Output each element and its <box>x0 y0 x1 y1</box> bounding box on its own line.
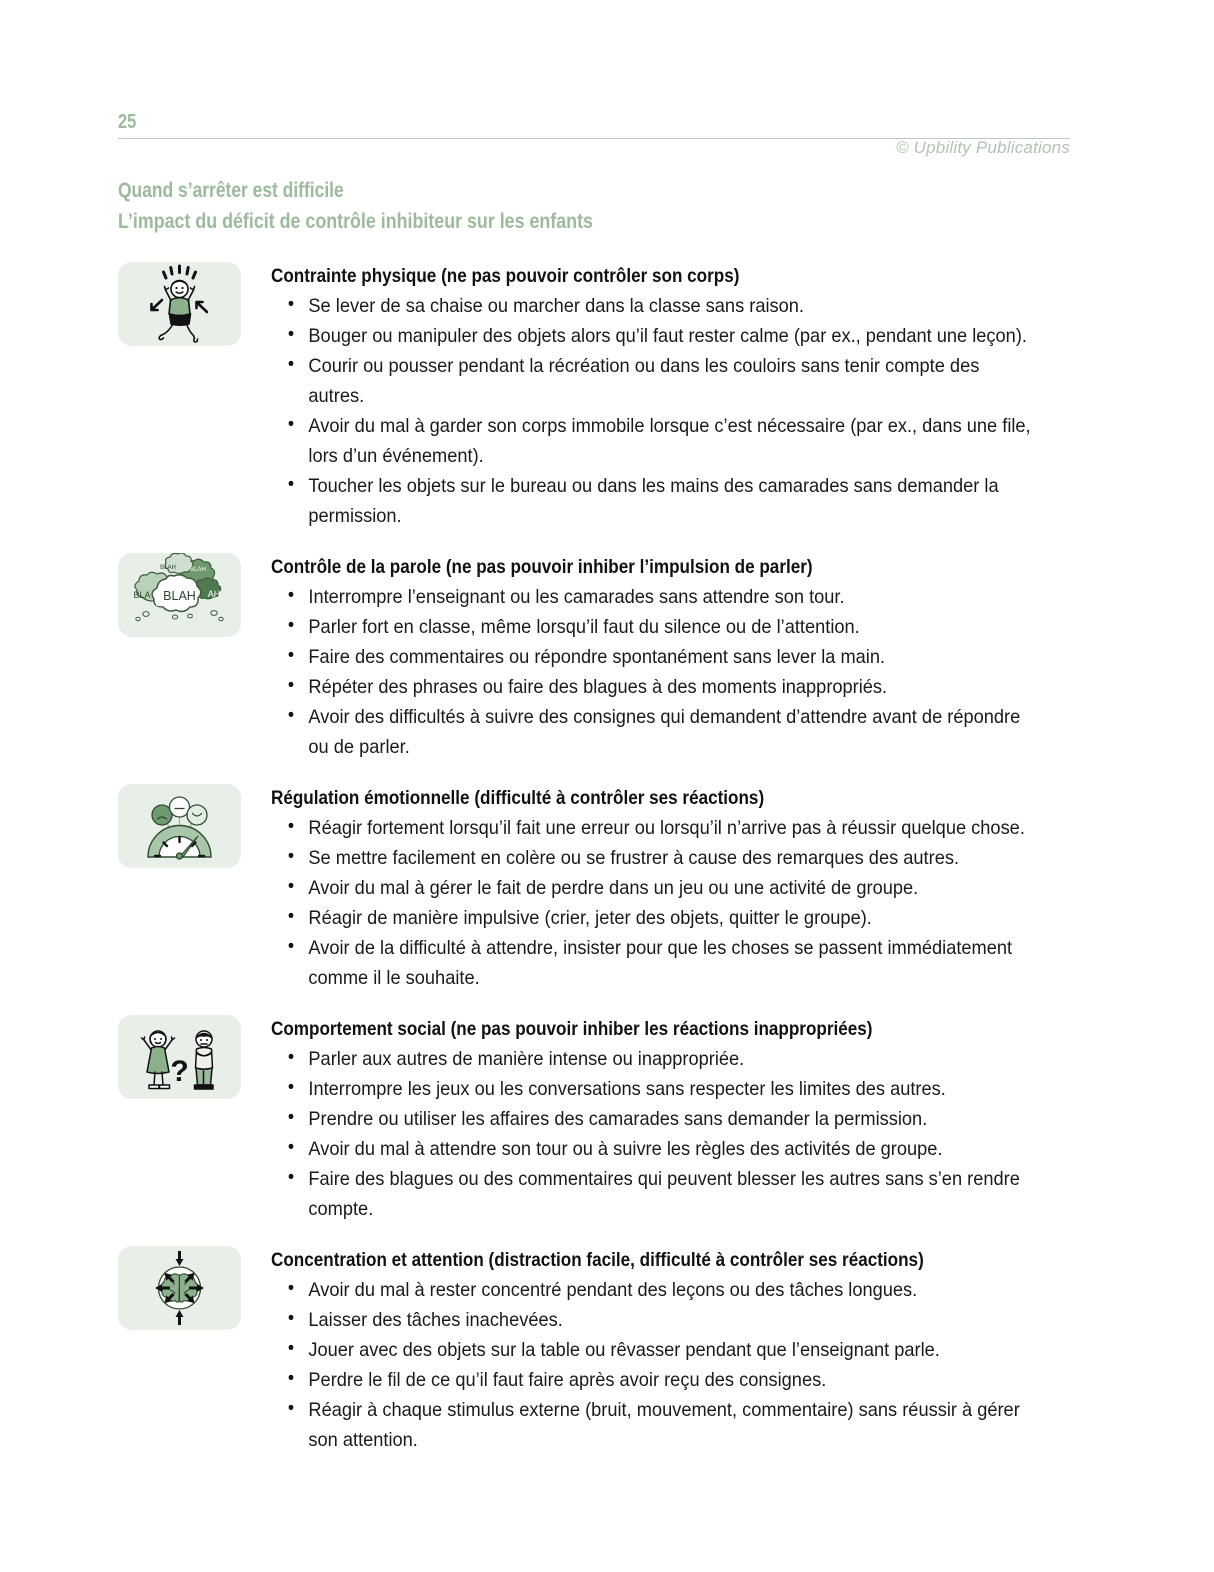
section-body <box>271 1015 1088 1224</box>
brain-distraction-arrows-icon <box>118 1246 241 1330</box>
copyright-notice: © Upbility Publications <box>896 138 1070 157</box>
section-heading: Contrainte physique (ne pas pouvoir contrôler son corps) <box>271 266 740 287</box>
list-item: • Avoir du mal à rester concentré pendant des leçons ou des tâches longues. <box>271 1275 1035 1305</box>
section-body <box>271 553 1088 762</box>
list-item: • Toucher les objets sur le bureau ou dans les mains des camarades sans demander la permission. <box>271 471 1035 531</box>
list-item: • Réagir fortement lorsqu’il fait une erreur ou lorsqu’il n’arrive pas à réussir quelque chose. <box>271 813 1035 843</box>
speech-bubbles-blah-icon <box>118 553 241 637</box>
list-item: • Réagir de manière impulsive (crier, jeter des objets, quitter le groupe). <box>271 903 1035 933</box>
list-item: • Interrompre les jeux ou les conversations sans respecter les limites des autres. <box>271 1074 1035 1104</box>
question-mark-glyph: ? <box>170 1055 189 1088</box>
list-item: • Faire des commentaires ou répondre spontanément sans lever la main. <box>271 642 1035 672</box>
page-subtitle: L’impact du déficit de contrôle inhibiteur sur les enfants <box>118 209 593 233</box>
bubble-text-lower: BLA <box>155 601 169 608</box>
list-item: • Prendre ou utiliser les affaires des camarades sans demander la permission. <box>271 1104 1035 1134</box>
bullet-list <box>271 1275 1088 1455</box>
section-heading: Comportement social (ne pas pouvoir inhiber les réactions inappropriées) <box>271 1019 873 1040</box>
list-item: • Avoir du mal à attendre son tour ou à suivre les règles des activités de groupe. <box>271 1134 1035 1164</box>
bullet-list <box>271 291 1088 531</box>
list-item: • Jouer avec des objets sur la table ou rêvasser pendant que l’enseignant parle. <box>271 1335 1035 1365</box>
two-children-question-icon <box>118 1015 241 1099</box>
page-number: 25 <box>118 111 137 133</box>
section-heading: Régulation émotionnelle (difficulté à contrôler ses réactions) <box>271 788 765 809</box>
bubble-text-left: BLA <box>133 590 151 600</box>
section-heading: Contrôle de la parole (ne pas pouvoir inhiber l’impulsion de parler) <box>271 557 813 578</box>
section-physical-restraint <box>118 262 1088 531</box>
list-item: • Réagir à chaque stimulus externe (bruit, mouvement, commentaire) sans réussir à gérer son attention. <box>271 1395 1035 1455</box>
emotion-gauge-icon <box>118 784 241 868</box>
bubble-text-top: BLAH <box>160 565 176 571</box>
bubble-text-main: BLAH <box>163 589 196 603</box>
section-emotional-regulation <box>118 784 1088 993</box>
list-item: • Parler aux autres de manière intense ou inappropriée. <box>271 1044 1035 1074</box>
bullet-list <box>271 582 1088 762</box>
jumping-child-icon <box>118 262 241 346</box>
section-social-behaviour <box>118 1015 1088 1224</box>
list-item: • Avoir de la difficulté à attendre, insister pour que les choses se passent immédiatement comme il le souhaite. <box>271 933 1035 993</box>
list-item: • Répéter des phrases ou faire des blagues à des moments inappropriés. <box>271 672 1035 702</box>
bubble-text-right: AH <box>207 589 221 599</box>
page-header <box>118 111 1070 157</box>
list-item: • Bouger ou manipuler des objets alors qu’il faut rester calme (par ex., pendant une leçon). <box>271 321 1035 351</box>
bullet-list <box>271 813 1088 993</box>
list-item: • Interrompre l’enseignant ou les camarades sans attendre son tour. <box>271 582 1035 612</box>
list-item: • Se lever de sa chaise ou marcher dans la classe sans raison. <box>271 291 1035 321</box>
list-item: • Se mettre facilement en colère ou se frustrer à cause des remarques des autres. <box>271 843 1035 873</box>
sections-list <box>118 262 1088 1455</box>
list-item: • Avoir des difficultés à suivre des consignes qui demandent d’attendre avant de répondre ou de parler. <box>271 702 1035 762</box>
list-item: • Courir ou pousser pendant la récréation ou dans les couloirs sans tenir compte des autres. <box>271 351 1035 411</box>
list-item: • Avoir du mal à gérer le fait de perdre dans un jeu ou une activité de groupe. <box>271 873 1035 903</box>
bubble-text-top2: BLAH <box>190 567 206 573</box>
section-body <box>271 784 1088 993</box>
section-speech-control <box>118 553 1088 762</box>
list-item: • Laisser des tâches inachevées. <box>271 1305 1035 1335</box>
list-item: • Parler fort en classe, même lorsqu’il faut du silence ou de l’attention. <box>271 612 1035 642</box>
section-attention-focus <box>118 1246 1088 1455</box>
title-block <box>118 176 1078 236</box>
section-heading: Concentration et attention (distraction facile, difficulté à contrôler ses réactions) <box>271 1250 924 1271</box>
list-item: • Avoir du mal à garder son corps immobile lorsque c’est nécessaire (par ex., dans une file, lors d’un événement). <box>271 411 1035 471</box>
page-title: Quand s’arrêter est difficile <box>118 179 344 202</box>
list-item: • Faire des blagues ou des commentaires qui peuvent blesser les autres sans s’en rendre compte. <box>271 1164 1035 1224</box>
section-body <box>271 1246 1088 1455</box>
section-body <box>271 262 1088 531</box>
list-item: • Perdre le fil de ce qu’il faut faire après avoir reçu des consignes. <box>271 1365 1035 1395</box>
bullet-list <box>271 1044 1088 1224</box>
